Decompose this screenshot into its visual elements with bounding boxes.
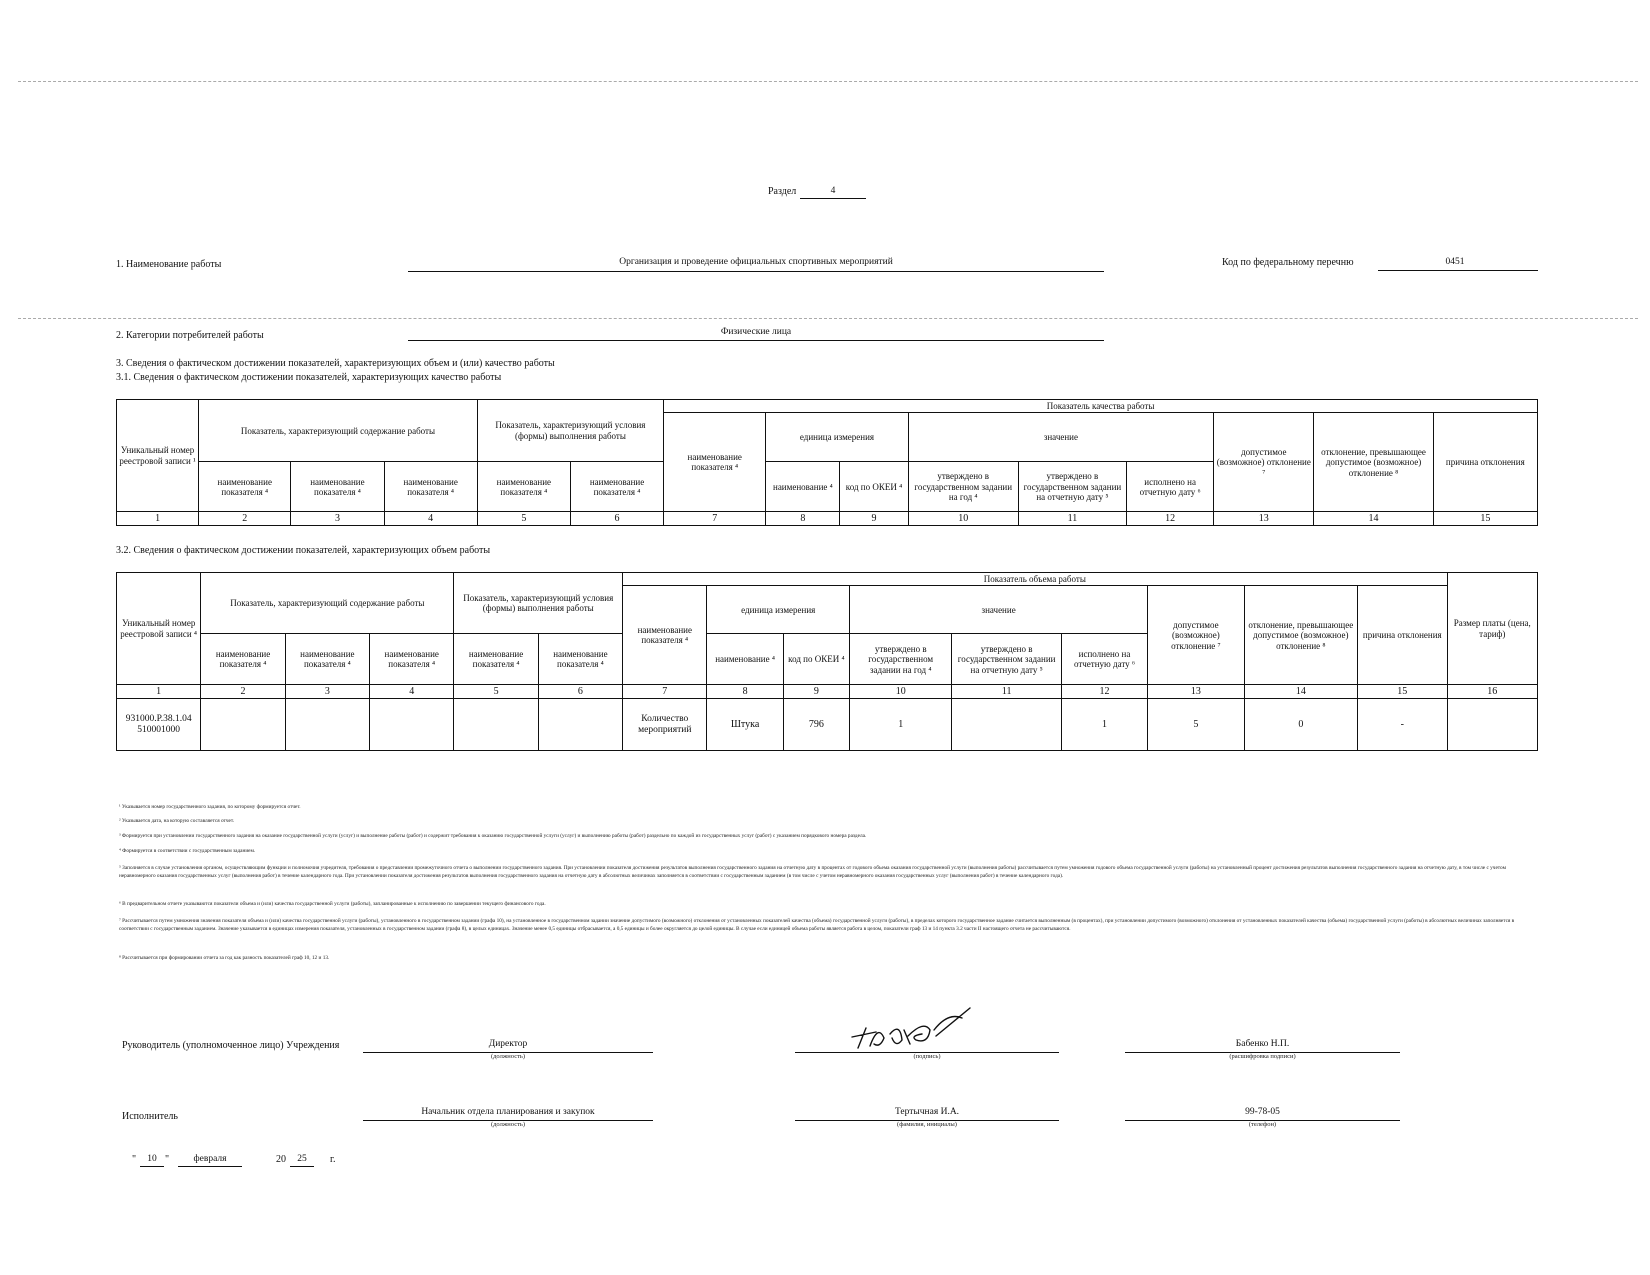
col-content-indicator-1: наименование показателя ⁴ — [199, 462, 291, 512]
column-number: 7 — [664, 512, 766, 526]
col-unit: единица измерения — [707, 586, 850, 634]
consumers-value: Физические лица — [720, 327, 792, 337]
empty-cell — [285, 699, 369, 751]
heading-section-3-1: 3.1. Сведения о фактическом достижении показателей, характеризующих качество работы — [116, 372, 502, 383]
col-deviation-reason: причина отклонения — [1433, 413, 1537, 512]
section-underline — [800, 198, 866, 199]
quality-table — [116, 399, 1538, 526]
col-unique-number: Уникальный номер реестровой записи ⁴ — [117, 573, 201, 685]
column-number: 9 — [840, 512, 908, 526]
group-volume: Показатель объема работы — [623, 573, 1447, 586]
position-caption: (должность) — [490, 1121, 526, 1128]
okei-code-cell: 796 — [783, 699, 849, 751]
federal-code-label: Код по федеральному перечню — [1222, 257, 1354, 268]
column-number: 6 — [538, 685, 622, 699]
group-conditions: Показатель, характеризующий условия (формы) выполнения работы — [454, 573, 623, 634]
date-month-underline — [178, 1166, 242, 1167]
executor-phone: 99-78-05 — [1245, 1107, 1280, 1117]
col-unit: единица измерения — [766, 413, 908, 462]
executor-name: Тертычная И.А. — [894, 1107, 960, 1117]
work-name-label: 1. Наименование работы — [116, 259, 222, 270]
section-label: Раздел — [768, 186, 797, 197]
column-number: 15 — [1358, 685, 1447, 699]
col-condition-indicator-1: наименование показателя ⁴ — [454, 634, 538, 685]
phone-caption: (телефон) — [1248, 1121, 1277, 1128]
date-suffix: г. — [330, 1154, 336, 1165]
fio-caption: (фамилия, инициалы) — [897, 1121, 957, 1128]
heading-section-3-2: 3.2. Сведения о фактическом достижении показателей, характеризующих объем работы — [116, 545, 491, 556]
volume-table — [116, 572, 1538, 751]
executor-position: Начальник отдела планирования и закупок — [421, 1107, 595, 1117]
executed-cell: 1 — [1061, 699, 1147, 751]
column-number: 4 — [370, 685, 454, 699]
col-content-indicator-2: наименование показателя ⁴ — [285, 634, 369, 685]
column-number: 8 — [766, 512, 840, 526]
col-approved-year: утверждено в государственном задании на год ⁴ — [850, 634, 952, 685]
column-number: 3 — [291, 512, 384, 526]
column-number: 1 — [117, 685, 201, 699]
position-caption: (должность) — [490, 1053, 526, 1060]
column-number: 2 — [201, 685, 285, 699]
col-approved-date: утверждено в государственном задании на отчетную дату ⁵ — [952, 634, 1061, 685]
signature-caption: (подпись) — [913, 1053, 941, 1060]
col-unit-name: наименование ⁴ — [766, 462, 840, 512]
footnote-2: ² Указывается дата, на которую составляется отчет. — [119, 818, 235, 824]
date-year-underline — [290, 1166, 314, 1167]
column-number: 14 — [1314, 512, 1433, 526]
col-unique-number: Уникальный номер реестровой записи ¹ — [117, 400, 199, 512]
date-day-underline — [140, 1166, 164, 1167]
empty-cell — [201, 699, 285, 751]
date-day: 10 — [147, 1154, 157, 1164]
date-month: февраля — [193, 1154, 227, 1164]
col-fee: Размер платы (цена, тариф) — [1447, 573, 1537, 685]
footnote-7: ⁷ Рассчитывается путем умножения значения показателя объема и (или) качества государственной услуги (работы), установленного в государственном задании (графа 10), на установленное в государственном задании значение допустимого (возможного) отклонения от установленных показателей качества (объема) государственной услуги (работы), в пределах которого государственное задание считается выполненным (в процентах), при установлении допустимого (возможного) отклонения от установленных показателей качества (объема) государственной услуги (работы) в абсолютных величинах заполняется в соответствии с государственным заданием. Значение указывается в единицах измерения показателя, установленных в государственном задании (графа 8), в целых единицах. Значение менее 0,5 единицы отбрасывается, а 0,5 единицы и более округляется до целой единицы. В случае если единицей объема работы является работа в целом, показатели граф 13 и 14 пункта 3.2 части II настоящего отчета не рассчитываются. — [119, 918, 1515, 932]
section-number: 4 — [830, 186, 836, 196]
col-condition-indicator-2: наименование показателя ⁴ — [570, 462, 663, 512]
column-number: 16 — [1447, 685, 1537, 699]
consumers-label: 2. Категории потребителей работы — [116, 330, 264, 341]
footnote-4: ⁴ Формируется в соответствии с государственным заданием. — [119, 848, 256, 854]
approved-year-cell: 1 — [850, 699, 952, 751]
column-number: 11 — [952, 685, 1061, 699]
column-number: 11 — [1018, 512, 1126, 526]
column-number: 3 — [285, 685, 369, 699]
col-executed-date: исполнено на отчетную дату ⁶ — [1127, 462, 1214, 512]
group-content: Показатель, характеризующий содержание работы — [201, 573, 454, 634]
indicator-name-cell: Количество мероприятий — [623, 699, 707, 751]
col-approved-year: утверждено в государственном задании на год ⁴ — [908, 462, 1018, 512]
signature-scribble — [850, 1000, 980, 1052]
col-condition-indicator-2: наименование показателя ⁴ — [538, 634, 622, 685]
col-value: значение — [908, 413, 1214, 462]
col-condition-indicator-1: наименование показателя ⁴ — [477, 462, 570, 512]
col-okei-code: код по ОКЕИ ⁴ — [840, 462, 908, 512]
column-number: 1 — [117, 512, 199, 526]
col-exceed-deviation: отклонение, превышающее допустимое (возможное) отклонение ⁸ — [1244, 586, 1357, 685]
work-name-value: Организация и проведение официальных спортивных мероприятий — [619, 257, 893, 267]
column-number: 4 — [384, 512, 477, 526]
date-quote-close: " — [165, 1154, 170, 1165]
col-unit-name: наименование ⁴ — [707, 634, 783, 685]
column-number: 9 — [783, 685, 849, 699]
column-number: 15 — [1433, 512, 1537, 526]
column-number: 2 — [199, 512, 291, 526]
column-number: 5 — [477, 512, 570, 526]
empty-cell — [370, 699, 454, 751]
col-content-indicator-3: наименование показателя ⁴ — [370, 634, 454, 685]
col-executed-date: исполнено на отчетную дату ⁶ — [1061, 634, 1147, 685]
column-number: 12 — [1061, 685, 1147, 699]
column-number: 7 — [623, 685, 707, 699]
col-exceed-deviation: отклонение, превышающее допустимое (возможное) отклонение ⁸ — [1314, 413, 1433, 512]
col-allowed-deviation: допустимое (возможное) отклонение ⁷ — [1214, 413, 1314, 512]
column-number: 5 — [454, 685, 538, 699]
approved-date-cell — [952, 699, 1061, 751]
fee-cell — [1447, 699, 1537, 751]
col-content-indicator-2: наименование показателя ⁴ — [291, 462, 384, 512]
footnote-5: ⁵ Заполняется в случае установления органом, осуществляющим функции и полномочия учредителя, требования о представлении промежуточного отчета о выполнении государственного задания. При установлении показателя достижения результатов выполнения государственного задания на отчетную дату в процентах от годового объема оказания государственной услуги (выполнения работы) рассчитывается путем умножения годового объема государственной услуги (работы) на установленный процент достижения результатов выполнения государственного задания на отчетную дату, в том числе с учетом неравномерного оказания государственных услуг (выполнения работ) в течение календарного года. При установлении показателя достижения результатов выполнения государственного задания на отчетную дату в абсолютных величинах заполняется в соответствии с государственным заданием (в том числе с учетом неравномерного оказания государственных услуг (выполнения работ) в течение календарного года). — [119, 865, 1506, 879]
footnote-8: ⁸ Рассчитывается при формировании отчета за год как разность показателей граф 10, 12 и 13. — [119, 955, 330, 961]
column-number: 10 — [908, 512, 1018, 526]
col-content-indicator-3: наименование показателя ⁴ — [384, 462, 477, 512]
unit-name-cell: Штука — [707, 699, 783, 751]
column-number: 10 — [850, 685, 952, 699]
column-number: 13 — [1214, 512, 1314, 526]
footnote-1: ¹ Указывается номер государственного задания, по которому формируется отчет. — [119, 804, 301, 810]
col-deviation-reason: причина отклонения — [1358, 586, 1447, 685]
federal-code-value: 0451 — [1445, 257, 1465, 267]
column-number: 6 — [570, 512, 663, 526]
col-value: значение — [850, 586, 1148, 634]
group-quality: Показатель качества работы — [664, 400, 1538, 413]
col-content-indicator-1: наименование показателя ⁴ — [201, 634, 285, 685]
date-year: 25 — [297, 1154, 307, 1164]
date-quote-open: " — [132, 1154, 137, 1165]
heading-section-3: 3. Сведения о фактическом достижении показателей, характеризующих объем и (или) качество работы — [116, 358, 555, 369]
table-row — [117, 699, 1538, 751]
column-number: 14 — [1244, 685, 1357, 699]
deviation-reason-cell: - — [1358, 699, 1447, 751]
group-conditions: Показатель, характеризующий условия (формы) выполнения работы — [477, 400, 663, 462]
scan-artifact-line — [18, 318, 1638, 319]
column-number: 12 — [1127, 512, 1214, 526]
footnote-6: ⁶ В предварительном отчете указываются показатели объема и (или) качества государственной услуги (работы), запланированные к исполнению по завершении текущего финансового года. — [119, 901, 546, 907]
federal-code-underline — [1378, 270, 1538, 271]
head-position: Директор — [488, 1039, 528, 1049]
allowed-deviation-cell: 5 — [1148, 699, 1244, 751]
empty-cell — [538, 699, 622, 751]
transcript-caption: (расшифровка подписи) — [1229, 1053, 1296, 1060]
footnote-3: ³ Формируется при установлении государственного задания на оказание государственной услуги (услуг) и выполнение работы (работ) и содержит требования к оказанию государственной услуги (услуг) и выполнению работы (работ) раздельно по каждой из государственных услуг (работ) с указанием порядкового номера раздела. — [119, 833, 867, 839]
exceed-deviation-cell: 0 — [1244, 699, 1357, 751]
executor-label: Исполнитель — [122, 1111, 178, 1122]
col-indicator-name: наименование показателя ⁴ — [664, 413, 766, 512]
col-okei-code: код по ОКЕИ ⁴ — [783, 634, 849, 685]
column-number: 8 — [707, 685, 783, 699]
head-label: Руководитель (уполномоченное лицо) Учреждения — [122, 1040, 340, 1051]
registry-code-cell: 931000.Р.38.1.04 510001000 — [117, 699, 201, 751]
group-content: Показатель, характеризующий содержание работы — [199, 400, 478, 462]
date-century: 20 — [276, 1154, 286, 1165]
consumers-underline — [408, 340, 1104, 341]
work-name-underline — [408, 271, 1104, 272]
col-indicator-name: наименование показателя ⁴ — [623, 586, 707, 685]
col-allowed-deviation: допустимое (возможное) отклонение ⁷ — [1148, 586, 1244, 685]
col-approved-date: утверждено в государственном задании на отчетную дату ⁵ — [1018, 462, 1126, 512]
scan-artifact-line — [18, 81, 1638, 82]
column-number: 13 — [1148, 685, 1244, 699]
head-name: Бабенко Н.П. — [1235, 1039, 1290, 1049]
empty-cell — [454, 699, 538, 751]
